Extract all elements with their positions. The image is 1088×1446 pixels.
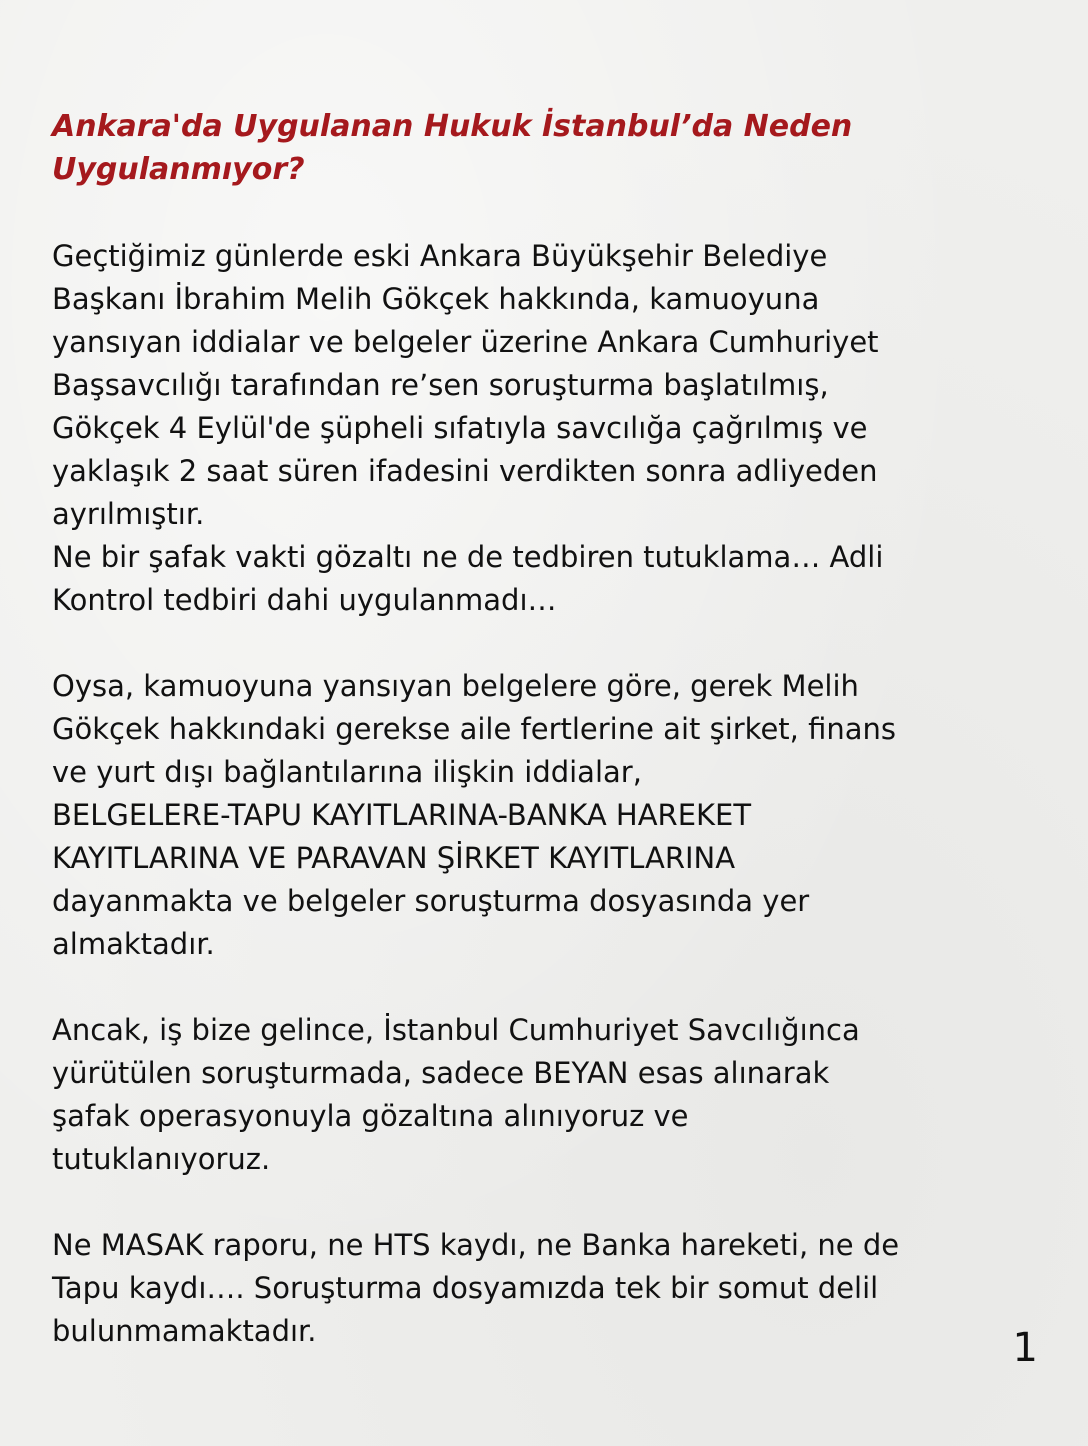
paragraph-2 [52,665,1052,966]
paragraph-4 [52,1224,1052,1353]
document-title [52,105,1052,191]
text-line: KAYITLARINA VE PARAVAN ŞİRKET KAYITLARINA [52,841,736,875]
title-line: Ankara'da Uygulanan Hukuk İstanbul’da Neden [52,109,853,144]
text-line: Başsavcılığı tarafından re’sen soruşturma başlatılmış, [52,368,829,402]
text-line: Geçtiğimiz günlerde eski Ankara Büyükşehir Belediye [52,239,828,273]
text-line: Başkanı İbrahim Melih Gökçek hakkında, kamuoyuna [52,282,820,316]
paragraph-1 [52,235,1052,622]
page-number: 1 [1012,1325,1038,1371]
text-line: ve yurt dışı bağlantılarına ilişkin iddialar, [52,755,642,789]
text-line: dayanmakta ve belgeler soruşturma dosyasında yer [52,884,810,918]
text-line: yaklaşık 2 saat süren ifadesini verdikten sonra adliyeden [52,454,878,488]
text-line: Tapu kaydı…. Soruşturma dosyamızda tek bir somut delil [52,1271,879,1305]
text-line: tutuklanıyoruz. [52,1142,271,1176]
text-line: Kontrol tedbiri dahi uygulanmadı… [52,583,557,617]
document-body [52,105,1052,1396]
text-line: ayrılmıştır. [52,497,205,531]
text-line: yansıyan iddialar ve belgeler üzerine Ankara Cumhuriyet [52,325,879,359]
text-line: Ne MASAK raporu, ne HTS kaydı, ne Banka hareketi, ne de [52,1228,900,1262]
text-line: Gökçek hakkındaki gerekse aile fertlerine ait şirket, finans [52,712,897,746]
title-line: Uygulanmıyor? [52,152,305,187]
text-line: Ancak, iş bize gelince, İstanbul Cumhuriyet Savcılığınca [52,1013,860,1047]
text-line: yürütülen soruşturmada, sadece BEYAN esas alınarak [52,1056,830,1090]
text-line: Oysa, kamuoyuna yansıyan belgelere göre, gerek Melih [52,669,859,703]
text-line: Ne bir şafak vakti gözaltı ne de tedbiren tutuklama… Adli [52,540,884,574]
text-line: BELGELERE-TAPU KAYITLARINA-BANKA HAREKET [52,798,752,832]
text-line: Gökçek 4 Eylül'de şüpheli sıfatıyla savcılığa çağrılmış ve [52,411,868,445]
text-line: bulunmamaktadır. [52,1314,317,1348]
paragraph-3 [52,1009,1052,1181]
text-line: almaktadır. [52,927,215,961]
text-line: şafak operasyonuyla gözaltına alınıyoruz ve [52,1099,689,1133]
